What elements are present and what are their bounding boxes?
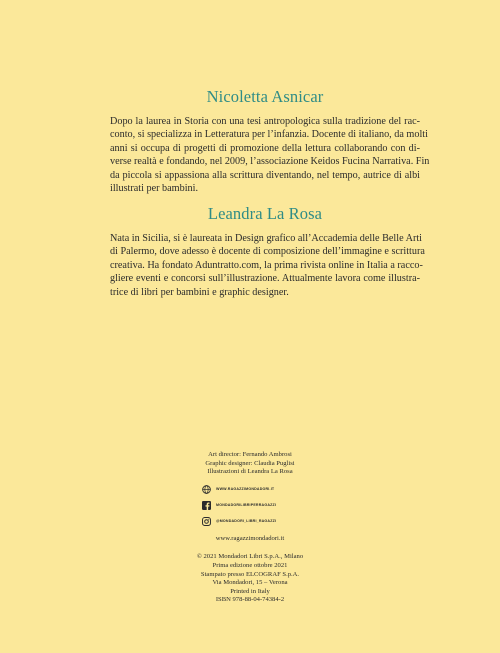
legal-line: Prima edizione ottobre 2021 (212, 561, 288, 569)
illustrator-bio-leandra (110, 204, 425, 299)
legal-info (150, 553, 350, 605)
social-instagram[interactable] (202, 515, 298, 528)
legal-line: Stampato presso ELCOGRAF S.p.A. (200, 570, 300, 578)
legal-line: © 2021 Mondadori Libri S.p.A., Milano (196, 553, 304, 561)
isbn: ISBN 978-88-04-74384-2 (215, 596, 285, 604)
bio-line: di Palermo, dove adesso è docente di composizione dell’immagine e scrittura (110, 246, 425, 258)
colophon (150, 451, 350, 605)
facebook-icon (202, 501, 211, 510)
bio-line: creativa. Ha fondato Aduntratto.com, la prima rivista online in Italia a racco- (110, 259, 423, 271)
social-links (202, 483, 298, 528)
social-label: MONDADORILIBRIPERRAGAZZI (216, 502, 277, 507)
illustrator-name: Leandra La Rosa (207, 204, 323, 223)
credit-line: Illustrazioni di Leandra La Rosa (207, 468, 293, 476)
bio-line: Nata in Sicilia, si è laureata in Design grafico all’Accademia delle Belle Arti (110, 233, 423, 244)
bio-line: gliere eventi e concorsi sull’illustrazione. Attualmente lavora come illustra- (110, 273, 420, 285)
bio-line: conto, si specializza in Letteratura per l’infanzia. Docente di italiano, da molti (110, 129, 428, 141)
credits (150, 451, 350, 477)
author-bio-text (110, 115, 430, 195)
social-label: @MONDADORI_LIBRI_RAGAZZI (216, 518, 277, 523)
social-facebook[interactable] (202, 499, 298, 512)
credit-line: Graphic designer: Claudia Puglisi (205, 459, 295, 467)
bio-line: illustrati per bambini. (110, 183, 198, 195)
author-name: Nicoletta Asnicar (206, 87, 324, 106)
social-label: WWW.RAGAZZIMONDADORI.IT (216, 486, 275, 491)
globe-icon (202, 485, 211, 494)
bio-line: Dopo la laurea in Storia con una tesi antropologica sulla tradizione del rac- (110, 116, 420, 127)
credit-line: Art director: Fernando Ambrosi (208, 451, 292, 458)
bio-line: da piccola si appassiona alla scrittura diventando, nel tempo, autrice di albi (110, 169, 420, 181)
legal-line: Via Mondadori, 15 – Verona (212, 579, 288, 587)
bio-line: verse realtà e fondando, nel 2009, l’associazione Keidos Fucina Narrativa. Fin (110, 156, 430, 168)
illustrator-bio-text (110, 232, 425, 299)
social-website[interactable] (202, 483, 298, 496)
legal-line: Printed in Italy (230, 587, 270, 595)
bio-line: anni si occupa di progetti di promozione della lettura collaborando con di- (110, 142, 420, 154)
website-url[interactable]: www.ragazzimondadori.it (215, 534, 285, 542)
bio-line: trice di libri per bambini e graphic designer. (110, 286, 289, 298)
author-bio-nicoletta (110, 87, 430, 195)
instagram-icon (202, 517, 211, 526)
